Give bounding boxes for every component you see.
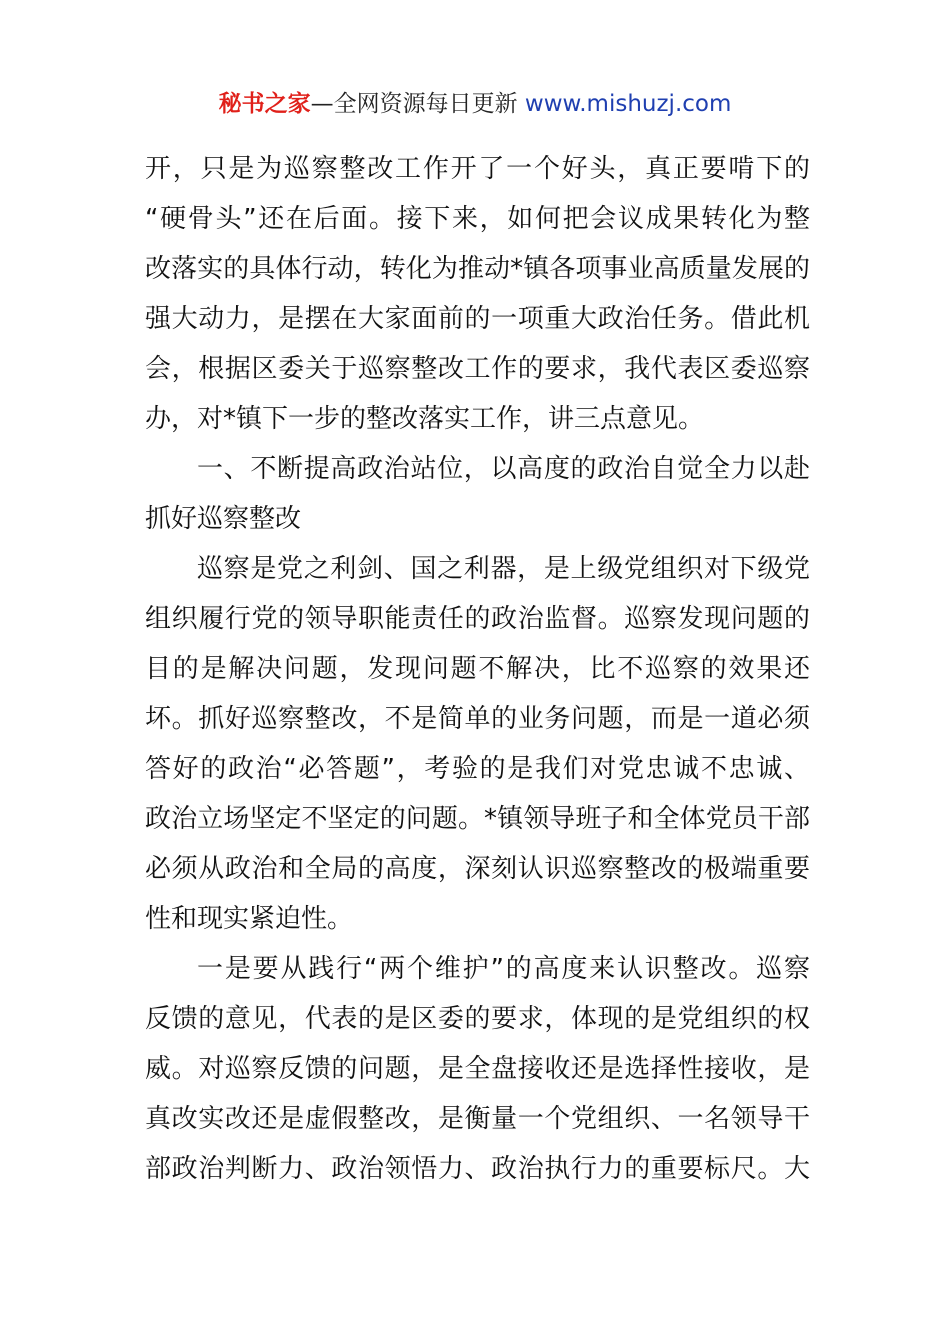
text-line: 办，对*镇下一步的整改落实工作，讲三点意见。 xyxy=(145,404,705,434)
text-line: 部政治判断力、政治领悟力、政治执行力的重要标尺。大 xyxy=(145,1154,810,1184)
text-line: 性和现实紧迫性。 xyxy=(145,904,354,934)
body-text xyxy=(145,144,810,1194)
header-tagline: —全网资源每日更新 xyxy=(310,91,525,117)
header-url[interactable]: www.mishuzj.com xyxy=(524,91,732,117)
section-heading-line: 一、不断提高政治站位，以高度的政治自觉全力以赴 xyxy=(197,454,810,484)
text-line: 必须从政治和全局的高度，深刻认识巡察整改的极端重要 xyxy=(145,854,810,884)
text-line: 巡察是党之利剑、国之利器，是上级党组织对下级党 xyxy=(197,554,810,584)
text-line: 政治立场坚定不坚定的问题。*镇领导班子和全体党员干部 xyxy=(145,804,810,834)
text-line: 真改实改还是虚假整改，是衡量一个党组织、一名领导干 xyxy=(145,1104,810,1134)
text-line: 强大动力，是摆在大家面前的一项重大政治任务。借此机 xyxy=(145,304,810,334)
text-line: 威。对巡察反馈的问题，是全盘接收还是选择性接收，是 xyxy=(145,1054,810,1084)
page-header xyxy=(0,86,950,122)
text-line: 坏。抓好巡察整改，不是简单的业务问题，而是一道必须 xyxy=(145,704,810,734)
text-line: 答好的政治“必答题”，考验的是我们对党忠诚不忠诚、 xyxy=(145,754,810,784)
text-line: 组织履行党的领导职能责任的政治监督。巡察发现问题的 xyxy=(145,604,810,634)
brand-name: 秘书之家 xyxy=(218,91,311,117)
text-line: 会，根据区委关于巡察整改工作的要求，我代表区委巡察 xyxy=(145,354,810,384)
text-line: 改落实的具体行动，转化为推动*镇各项事业高质量发展的 xyxy=(145,254,810,284)
text-line: 目的是解决问题，发现问题不解决，比不巡察的效果还 xyxy=(145,654,810,684)
text-line: 开，只是为巡察整改工作开了一个好头，真正要啃下的 xyxy=(145,154,810,184)
section-heading-line: 抓好巡察整改 xyxy=(145,504,302,534)
text-line: 反馈的意见，代表的是区委的要求，体现的是党组织的权 xyxy=(145,1004,810,1034)
text-line: “硬骨头”还在后面。接下来，如何把会议成果转化为整 xyxy=(145,204,810,234)
text-line: 一是要从践行“两个维护”的高度来认识整改。巡察 xyxy=(197,954,810,984)
